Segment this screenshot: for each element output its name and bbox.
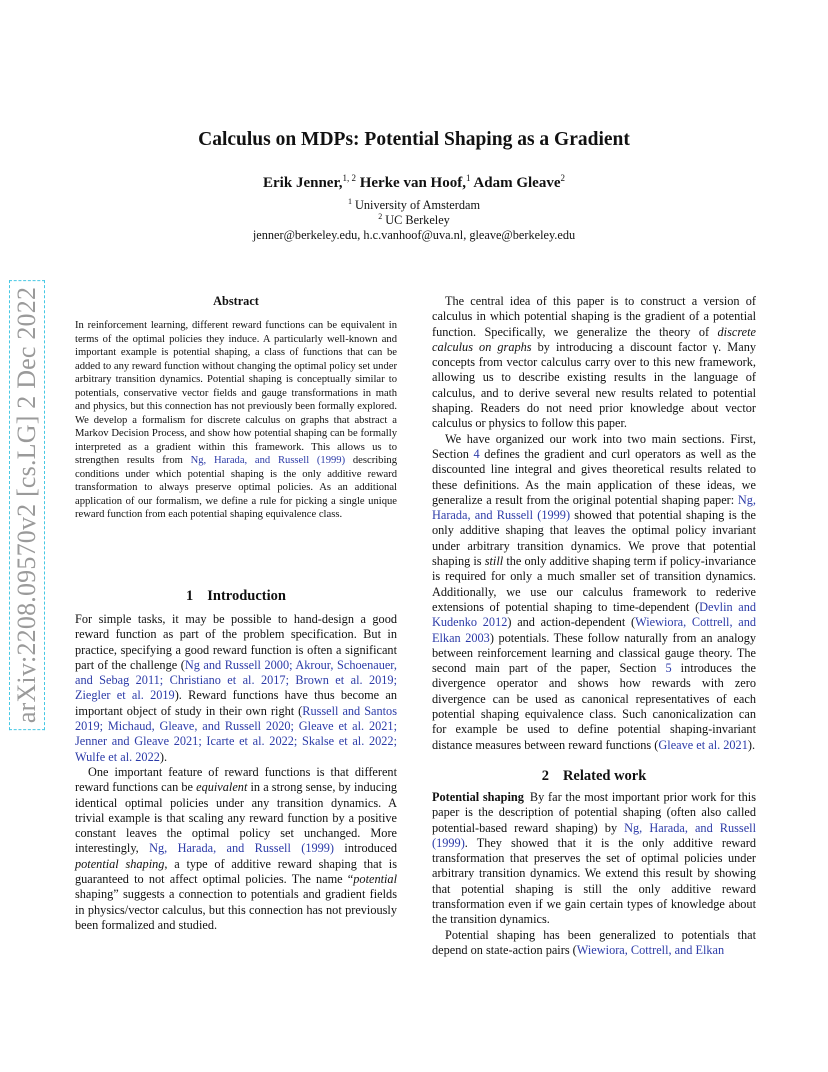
text: The central idea of this paper is to construct a version of calculus in which potential shaping is the gradient of a potential function. Specifically, we generalize the theory of	[432, 294, 756, 339]
text: ).	[159, 749, 168, 764]
author-list	[0, 173, 828, 192]
text: ) and action-dependent (	[507, 615, 636, 630]
affiliation-name: University of Amsterdam	[355, 198, 481, 213]
text: By far the most important prior work for this paper is the description of potential shaping (often also called potential-based reward shaping) by	[432, 790, 757, 835]
arxiv-identifier[interactable]: arXiv:2208.09570v2 [cs.LG] 2 Dec 2022	[9, 280, 45, 730]
affiliation	[0, 212, 828, 228]
text: the only additive shaping term if policy-invariance is required for only a much smaller set of transition dynamics. Additionally, we use our calculus framework to rederive extensions of potential shaping to time-dependent (	[432, 554, 756, 614]
text: ). Reward functions have thus become an important object of study in their own right (	[75, 688, 397, 718]
section-heading	[75, 588, 397, 605]
paragraph	[432, 432, 756, 753]
citation-link[interactable]: Ng, Harada, and Russell (1999)	[190, 455, 346, 466]
paragraph	[432, 294, 756, 432]
citation-link[interactable]: Ng and Russell 2000; Akrour, Schoenauer, and Sebag 2011; Christiano et al. 2017; Brown et al. 2019; Ziegler et al. 2019	[75, 657, 397, 703]
author-affil-mark: 1	[465, 173, 471, 183]
paragraph-heading: Potential shaping	[432, 790, 524, 804]
author-affil-mark: 1, 2	[342, 173, 356, 183]
abstract-heading: Abstract	[213, 294, 259, 308]
text: showed that potential shaping is the only additive shaping that leaves the optimal policy invariant under arbitrary transition dynamics. We prove that potential shaping is	[432, 508, 756, 569]
abstract-text: describing conditions under which potential shaping is the only additive reward transformation to always preserve optimal policies. As an additional application of our formalism, we define a rule for picking a single unique reward function from each potential shaping equivalence class.	[75, 455, 398, 520]
affiliation-name: UC Berkeley	[385, 213, 450, 228]
affiliation-mark: 1	[347, 197, 352, 206]
text: , a type of additive reward shaping that is guaranteed to not affect optimal policies. The name “	[75, 856, 397, 887]
paragraph	[432, 790, 756, 928]
arxiv-sidebar	[6, 265, 48, 745]
related-body	[432, 790, 756, 958]
text: One important feature of reward functions is that different reward functions can be	[75, 764, 397, 795]
abstract-text: In reinforcement learning, different reward functions can be equivalent in terms of the optimal policies they induce. A particularly well-known and important example is potential shaping, a class of functions that can be added to any reward function without changing the optimal policy set under arbitrary transition dynamics. Potential shaping is conceptually similar to potentials, conservative vector fields and gauge transformations in math and physics, but this connection has not previously been formally explored. We develop a formalism for discrete calculus on graphs that abstract a Markov Decision Process, and show how potential shaping can be formally interpreted as a gradient within this framework. This allows us to strengthen results from	[75, 320, 397, 466]
author-name: Adam Gleave	[473, 175, 561, 191]
emphasis: potential shaping	[75, 856, 165, 871]
citation-link[interactable]: Wiewiora, Cottrell, and Elkan 2003	[432, 615, 757, 645]
right-column-body	[432, 294, 756, 753]
text: We have organized our work into two main sections. First, Section	[432, 431, 756, 461]
text: introduced	[334, 841, 397, 856]
text: For simple tasks, it may be possible to hand-design a good reward function as part of the problem specification. But in practice, specifying a good reward function is often a significant part of the challenge (	[75, 612, 397, 672]
text: ) potentials. These follow naturally from an analogy between reinforcement learning and classical gauge theory. The second main part of the paper, Section	[432, 630, 756, 676]
citation-link[interactable]: Russell and Santos 2019; Michaud, Gleave, and Russell 2020; Gleave et al. 2021; Jenner and Gleave 2021; Icarte et al. 2022; Skalse et al. 2022; Wulfe et al. 2022	[75, 703, 397, 764]
emphasis: equivalent	[196, 780, 248, 795]
citation-link[interactable]: Wiewiora, Cottrell, and Elkan	[576, 942, 725, 957]
section-link[interactable]: 5	[665, 661, 672, 676]
paper-title: Calculus on MDPs: Potential Shaping as a Gradient	[198, 129, 630, 150]
paragraph	[75, 765, 397, 933]
section-number: 2	[541, 768, 549, 784]
author-emails: jenner@berkeley.edu, h.c.vanhoof@uva.nl, gleave@berkeley.edu	[252, 228, 576, 242]
section-heading	[432, 768, 756, 785]
text: in a strong sense, by inducing identical optimal policies under any transition dynamics. A trivial example is that scaling any reward function by a positive constant leaves the optimal policy set unchanged. More interestingly,	[75, 780, 398, 856]
intro-body	[75, 612, 397, 933]
paragraph	[75, 612, 397, 765]
paragraph	[432, 928, 756, 959]
text: defines the gradient and curl operators as well as the discounted line integral and gives theoretical results related to these definitions. As the main application of these ideas, we generalize a result from the original potential shaping paper:	[432, 446, 756, 507]
affiliation	[0, 197, 828, 213]
affiliation-mark: 2	[378, 212, 383, 221]
citation-link[interactable]: Devlin and Kudenko 2012	[432, 599, 756, 630]
section-link[interactable]: 4	[473, 446, 480, 461]
citation-link[interactable]: Ng, Harada, and Russell (1999)	[149, 841, 335, 856]
author-name: Herke van Hoof,	[359, 175, 466, 191]
author-affil-mark: 2	[560, 173, 565, 183]
abstract-body	[75, 319, 397, 522]
section-number: 1	[186, 588, 194, 604]
text: . They showed that it is the only additive reward transformation that preserves the set of optimal policies under arbitrary transition dynamics. We extend this result by showing that potential shaping is still the only additive reward transformation even if we gain certain types of knowledge about the transition dynamics.	[432, 835, 756, 927]
section-title: Related work	[562, 768, 647, 784]
citation-link[interactable]: Gleave et al. 2021	[658, 737, 748, 752]
text: by introducing a discount factor γ. Many concepts from vector calculus carry over to this new framework, allowing us to describe existing results in the language of calculus, and to derive several new results related to potential shaping. Readers do not need prior knowledge about vector calculus or physics to follow this paper.	[432, 339, 756, 431]
author-name: Erik Jenner,	[263, 175, 343, 191]
emphasis: discrete calculus on graphs	[432, 324, 756, 354]
citation-link[interactable]: Ng, Harada, and Russell (1999)	[432, 820, 756, 850]
text: shaping” suggests a connection to potentials and gradient fields in physics/vector calculus, but this connection has not previously been formalized and studied.	[75, 887, 397, 932]
citation-link[interactable]: Ng, Harada, and Russell (1999)	[432, 492, 756, 523]
text: Potential shaping has been generalized to potentials that depend on state-action pairs (	[432, 927, 756, 957]
text: ).	[747, 737, 756, 752]
emphasis: still	[484, 554, 504, 569]
section-title: Introduction	[207, 588, 286, 604]
emphasis: potential	[353, 872, 397, 887]
text: introduces the divergence operator and shows how rewards with zero divergence can be used as canonical representatives of each potential shaping equivalence class. Such canonicalization can for example be used to define potential shaping-invariant distance measures between reward functions (	[432, 661, 756, 752]
